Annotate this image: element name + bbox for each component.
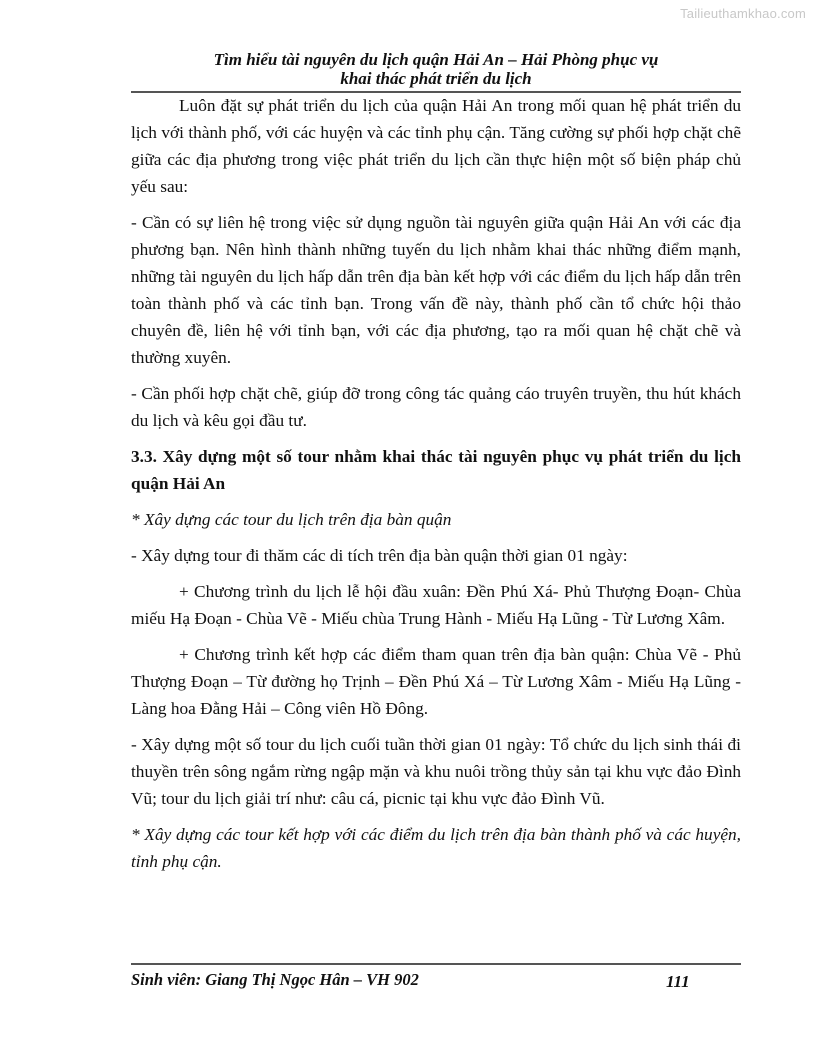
running-header	[131, 50, 741, 88]
paragraph-spring-festival-program: + Chương trình du lịch lễ hội đầu xuân: Đền Phú Xá- Phủ Thượng Đoạn- Chùa miếu Hạ Đoạn - Chùa Vẽ - Miếu chùa Trung Hành - Miếu Hạ Lũng - Từ Lương Xâm.	[131, 582, 741, 628]
paragraph-intro: Luôn đặt sự phát triển du lịch của quận Hải An trong mối quan hệ phát triển du lịch với thành phố, với các huyện và các tỉnh phụ cận. Tăng cường sự phối hợp chặt chẽ giữa các địa phương trong việc phát triển du lịch cần thực hiện một số biện pháp chủ yếu sau:	[131, 96, 741, 196]
footer-divider	[131, 963, 741, 965]
page-body	[131, 92, 741, 884]
header-line-1: Tìm hiểu tài nguyên du lịch quận Hải An – Hải Phòng phục vụ	[213, 50, 659, 69]
header-line-2: khai thác phát triển du lịch	[340, 69, 532, 88]
paragraph-bullet-1: - Cần có sự liên hệ trong việc sử dụng nguồn tài nguyên giữa quận Hải An với các địa phương bạn. Nên hình thành những tuyến du lịch nhằm khai thác những điểm mạnh, những tài nguyên du lịch hấp dẫn trên địa bàn kết hợp với các điểm du lịch hấp dẫn trên toàn thành phố và các tỉnh bạn. Trong vấn đề này, thành phố cần tổ chức hội thảo chuyên đề, liên hệ với tỉnh bạn, với các địa phương, tạo ra mối quan hệ chặt chẽ và thường xuyên.	[131, 213, 741, 367]
footer-student: Sinh viên: Giang Thị Ngọc Hân – VH 902	[131, 970, 419, 989]
section-heading: 3.3. Xây dựng một số tour nhằm khai thác tài nguyên phục vụ phát triển du lịch quận Hải An	[131, 447, 741, 493]
watermark: Tailieuthamkhao.com	[680, 6, 806, 21]
paragraph-relic-tour: - Xây dựng tour đi thăm các di tích trên địa bàn quận thời gian 01 ngày:	[131, 546, 628, 565]
subheading-combined-tours: * Xây dựng các tour kết hợp với các điểm du lịch trên địa bàn thành phố và các huyện, tỉnh phụ cận.	[131, 825, 741, 871]
paragraph-weekend-tour: - Xây dựng một số tour du lịch cuối tuần thời gian 01 ngày: Tổ chức du lịch sinh thái đi thuyền trên sông ngắm rừng ngập mặn và khu nuôi trồng thủy sản tại khu vực đảo Đình Vũ; tour du lịch giải trí như: câu cá, picnic tại khu vực đảo Đình Vũ.	[131, 735, 741, 808]
paragraph-bullet-2: - Cần phối hợp chặt chẽ, giúp đỡ trong công tác quảng cáo truyên truyền, thu hút khách du lịch và kêu gọi đầu tư.	[131, 384, 741, 430]
page-number: 111	[666, 972, 690, 991]
subheading-local-tours: * Xây dựng các tour du lịch trên địa bàn quận	[131, 510, 452, 529]
paragraph-combined-program: + Chương trình kết hợp các điểm tham quan trên địa bàn quận: Chùa Vẽ - Phủ Thượng Đoạn – Từ đường họ Trịnh – Đền Phú Xá – Từ Lương Xâm - Miếu Hạ Lũng - Làng hoa Đằng Hải – Công viên Hồ Đông.	[131, 645, 741, 718]
